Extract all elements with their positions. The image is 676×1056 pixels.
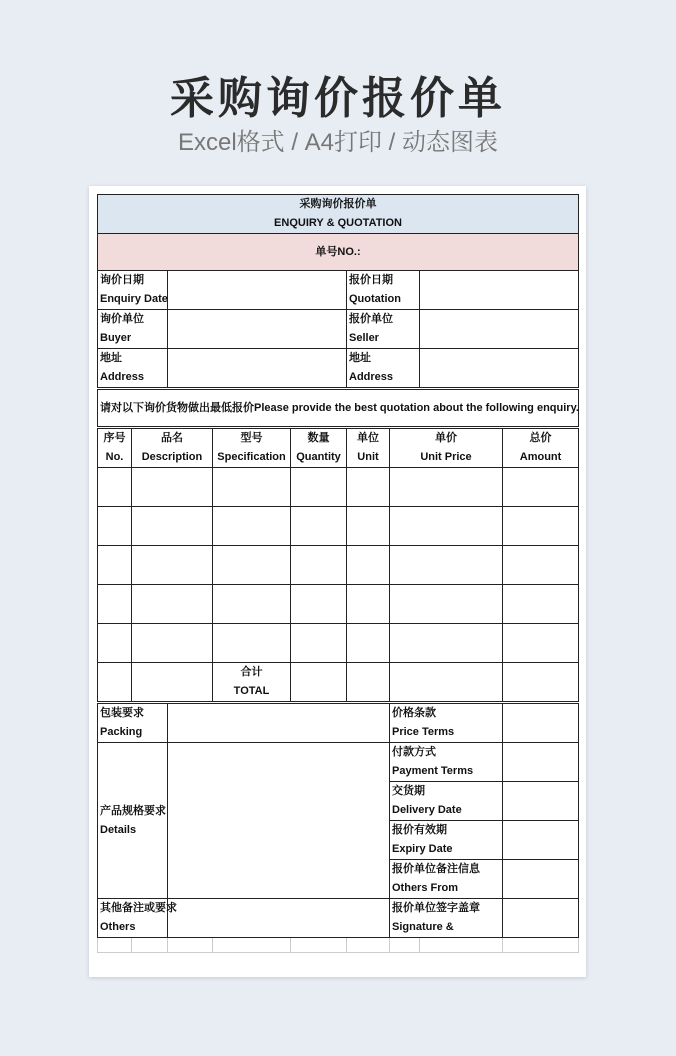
cell[interactable]: [390, 546, 503, 585]
table-row: [98, 507, 579, 546]
cell[interactable]: [503, 624, 579, 663]
col-en: Amount: [519, 451, 562, 463]
col-cn: 数量: [307, 432, 330, 444]
seller-field[interactable]: [420, 310, 579, 349]
cell[interactable]: [291, 546, 347, 585]
payment-terms-label: [390, 743, 503, 782]
number-cell[interactable]: [98, 234, 579, 271]
seller-address-label: [347, 349, 420, 389]
cell[interactable]: [390, 624, 503, 663]
seller-label: [347, 310, 420, 349]
cell: [132, 938, 168, 953]
cell[interactable]: [291, 507, 347, 546]
notice-text: 请对以下询价货物做出最低报价Please provide the best quotation about the following enquiry.: [98, 389, 579, 428]
label-en: Others From: [392, 882, 459, 894]
label-cn: 价格条款: [392, 707, 436, 719]
label-cn: 地址: [349, 352, 371, 364]
col-specification: [213, 428, 291, 468]
cell[interactable]: [347, 546, 390, 585]
col-cn: 单价: [435, 432, 457, 444]
label-cn: 询价日期: [100, 274, 144, 286]
cell: [390, 938, 420, 953]
cell[interactable]: [132, 585, 213, 624]
label-cn: 报价日期: [349, 274, 393, 286]
page-subtitle: Excel格式 / A4打印 / 动态图表: [177, 129, 499, 156]
label-en: Address: [100, 371, 145, 383]
cell[interactable]: [390, 468, 503, 507]
cell[interactable]: [98, 507, 132, 546]
cell[interactable]: [213, 585, 291, 624]
cell[interactable]: [213, 468, 291, 507]
others-field[interactable]: [168, 899, 390, 938]
label-en: Details: [100, 823, 137, 836]
others-from-field[interactable]: [503, 860, 579, 899]
col-no: [98, 428, 132, 468]
label-en: Address: [349, 371, 394, 383]
label-cn: 付款方式: [392, 746, 436, 758]
col-en: Quantity: [296, 451, 341, 463]
cell[interactable]: [291, 585, 347, 624]
form-title-en: ENQUIRY & QUOTATION: [274, 217, 402, 229]
cell[interactable]: [503, 468, 579, 507]
signature-field[interactable]: [503, 899, 579, 938]
cell: [213, 938, 291, 953]
cell[interactable]: [132, 468, 213, 507]
price-terms-field[interactable]: [503, 703, 579, 743]
payment-terms-field[interactable]: [503, 743, 579, 782]
label-cn: 交货期: [392, 785, 425, 797]
col-en: Specification: [217, 451, 286, 463]
expiry-date-field[interactable]: [503, 821, 579, 860]
number-label: 单号NO.:: [315, 245, 361, 258]
label-cn: 地址: [100, 352, 122, 364]
label-en: Delivery Date: [392, 804, 462, 816]
cell: [168, 938, 213, 953]
cell[interactable]: [213, 624, 291, 663]
col-unit: [347, 428, 390, 468]
label-cn: 包装要求: [100, 707, 144, 719]
cell[interactable]: [132, 624, 213, 663]
label-en: Packing: [100, 726, 143, 738]
total-en: TOTAL: [233, 685, 270, 697]
col-en: Unit: [357, 451, 379, 463]
signature-label: [390, 899, 503, 938]
form-sheet: [89, 186, 586, 977]
label-cn: 报价单位签字盖章: [392, 902, 480, 914]
cell: [98, 938, 132, 953]
quotation-date-label: [347, 271, 420, 310]
buyer-field[interactable]: [168, 310, 347, 349]
price-terms-label: [390, 703, 503, 743]
cell[interactable]: [347, 624, 390, 663]
table-row: [98, 546, 579, 585]
cell[interactable]: [347, 468, 390, 507]
expiry-date-label: [390, 821, 503, 860]
label-cn: 产品规格要求: [100, 804, 166, 817]
enquiry-date-label: [98, 271, 168, 310]
details-label: [98, 743, 168, 899]
quotation-table: [97, 194, 579, 953]
label-en: Enquiry Date: [100, 293, 168, 305]
buyer-label: [98, 310, 168, 349]
cell[interactable]: [503, 507, 579, 546]
cell[interactable]: [291, 468, 347, 507]
col-cn: 总价: [529, 432, 552, 444]
cell[interactable]: [213, 546, 291, 585]
table-row: [98, 585, 579, 624]
label-en: Seller: [349, 332, 379, 344]
form-title-cn: 采购询价报价单: [299, 198, 377, 210]
label-en: Quotation: [349, 293, 401, 305]
label-en: Others: [100, 921, 136, 933]
cell[interactable]: [132, 507, 213, 546]
label-en: Price Terms: [392, 726, 455, 738]
col-unit-price: [390, 428, 503, 468]
table-row: [98, 624, 579, 663]
col-cn: 型号: [240, 432, 263, 444]
col-cn: 单位: [357, 432, 379, 444]
cell[interactable]: [347, 507, 390, 546]
total-label: [213, 663, 291, 703]
label-en: Signature &: [392, 921, 454, 933]
col-description: [132, 428, 213, 468]
total-quantity[interactable]: [291, 663, 347, 703]
cell[interactable]: [98, 585, 132, 624]
buyer-address-label: [98, 349, 168, 389]
label-cn: 其他备注或要求: [100, 902, 177, 914]
label-cn: 报价单位备注信息: [392, 863, 480, 875]
cell[interactable]: [390, 585, 503, 624]
table-row: [98, 468, 579, 507]
packing-field[interactable]: [168, 703, 390, 743]
others-label: [98, 899, 177, 938]
label-en: Expiry Date: [392, 843, 453, 855]
cell[interactable]: [98, 546, 132, 585]
packing-label: [98, 703, 168, 743]
cell[interactable]: [291, 624, 347, 663]
cell[interactable]: [347, 663, 390, 703]
cell: [291, 938, 347, 953]
col-quantity: [291, 428, 347, 468]
total-amount[interactable]: [503, 663, 579, 703]
cell[interactable]: [503, 546, 579, 585]
col-en: Description: [141, 451, 203, 463]
label-en: Payment Terms: [392, 765, 474, 777]
col-cn: 品名: [161, 432, 183, 444]
details-field[interactable]: [168, 743, 390, 899]
seller-address-field[interactable]: [420, 349, 579, 389]
cell[interactable]: [503, 585, 579, 624]
total-cn: 合计: [240, 666, 263, 678]
total-row: [98, 663, 579, 703]
cell[interactable]: [390, 507, 503, 546]
col-amount: [503, 428, 579, 468]
label-en: Buyer: [100, 332, 132, 344]
cell[interactable]: [98, 663, 132, 703]
cell[interactable]: [98, 468, 132, 507]
quotation-date-field[interactable]: [420, 271, 579, 310]
page-title: 采购询价报价单: [170, 74, 506, 123]
cell: [503, 938, 579, 953]
col-cn: 序号: [103, 432, 126, 444]
cell: [347, 938, 390, 953]
spare-row: [98, 938, 579, 953]
label-cn: 报价有效期: [392, 824, 447, 836]
label-cn: 报价单位: [349, 313, 393, 325]
enquiry-date-field[interactable]: [168, 271, 347, 310]
cell[interactable]: [98, 624, 132, 663]
cell[interactable]: [347, 585, 390, 624]
cell[interactable]: [390, 663, 503, 703]
form-title: [98, 195, 579, 234]
cell: [420, 938, 503, 953]
cell[interactable]: [213, 507, 291, 546]
col-en: Unit Price: [420, 451, 472, 463]
cell[interactable]: [132, 663, 213, 703]
buyer-address-field[interactable]: [168, 349, 347, 389]
cell[interactable]: [132, 546, 213, 585]
label-cn: 询价单位: [100, 313, 144, 325]
col-en: No.: [105, 451, 124, 463]
others-from-label: [390, 860, 503, 899]
delivery-date-field[interactable]: [503, 782, 579, 821]
delivery-date-label: [390, 782, 503, 821]
